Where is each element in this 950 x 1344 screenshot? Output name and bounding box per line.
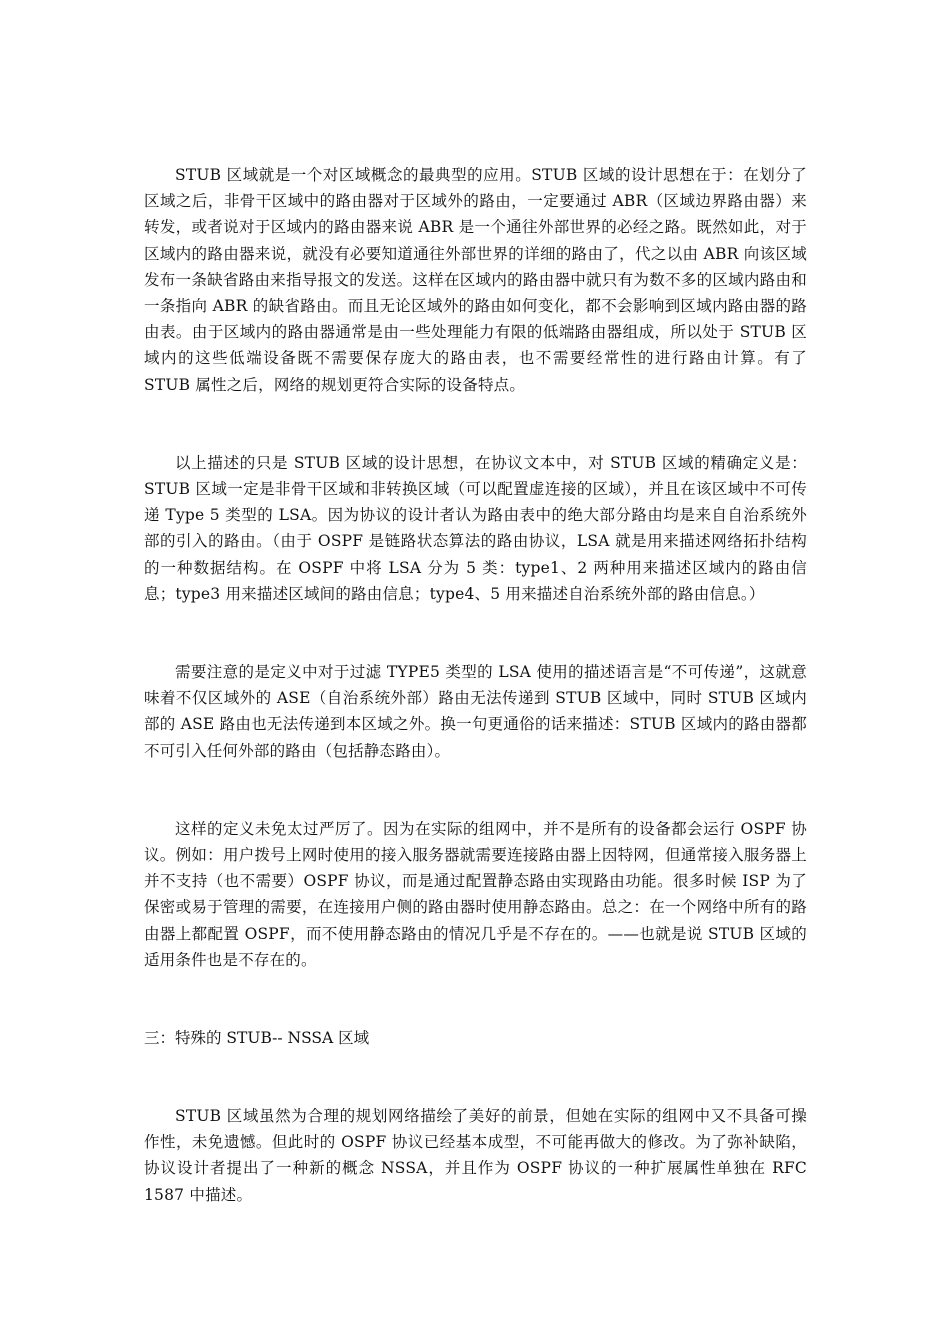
paragraph-nssa-intro: STUB 区域虽然为合理的规划网络描绘了美好的前景，但她在实际的组网中又不具备可操作性，未免遗憾。但此时的 OSPF 协议已经基本成型，不可能再做大的修改。为了弥补缺陷，协议设计者提出了一种新的概念 NSSA，并且作为 OSPF 协议的一种扩展属性单独在 RFC 1587 中描述。 (144, 1107, 807, 1204)
paragraph-spacer (144, 1051, 807, 1103)
paragraph-stub-concept: STUB 区域就是一个对区域概念的最典型的应用。STUB 区域的设计思想在于：在划分了区域之后，非骨干区域中的路由器对于区域外的路由，一定要通过 ABR（区域边界路由器）来转发，或者说对于区域内的路由器来说 ABR 是一个通往外部世界的必经之路。既然如此，对于区域内的路由器来说，就没有必要知道通往外部世界的详细的路由了，代之以由 ABR 向该区域发布一条缺省路由来指导报文的发送。这样在区域内的路由器中就只有为数不多的区域内路由和一条指向 ABR 的缺省路由。而且无论区域外的路由如何变化，都不会影响到区域内路由器的路由表。由于区域内的路由器通常是由一些处理能力有限的低端路由器组成，所以处于 STUB 区域内的这些低端设备既不需要保存庞大的路由表，也不需要经常性的进行路由计算。有了 STUB 属性之后，网络的规划更符合实际的设备特点。 (144, 166, 807, 394)
paragraph-spacer (144, 607, 807, 659)
paragraph-spacer (144, 764, 807, 816)
document-page (144, 162, 807, 1208)
paragraph-type5-note: 需要注意的是定义中对于过滤 TYPE5 类型的 LSA 使用的描述语言是“不可传递”，这就意味着不仅区域外的 ASE（自治系统外部）路由无法传递到 STUB 区域中，同时 STUB 区域内部的 ASE 路由也无法传递到本区域之外。换一句更通俗的话来描述：STUB 区域内的路由器都不可引入任何外部的路由（包括静态路由）。 (144, 663, 807, 760)
paragraph-spacer (144, 398, 807, 450)
paragraph-spacer (144, 973, 807, 1025)
paragraph-strict-definition: 这样的定义未免太过严厉了。因为在实际的组网中，并不是所有的设备都会运行 OSPF 协议。例如：用户拨号上网时使用的接入服务器就需要连接路由器上因特网，但通常接入服务器上并不支持（也不需要）OSPF 协议，而是通过配置静态路由实现路由功能。很多时候 ISP 为了保密或易于管理的需要，在连接用户侧的路由器时使用静态路由。总之：在一个网络中所有的路由器上都配置 OSPF，而不使用静态路由的情况几乎是不存在的。——也就是说 STUB 区域的适用条件也是不存在的。 (144, 819, 807, 969)
section-heading-nssa: 三：特殊的 STUB-- NSSA 区域 (144, 1029, 370, 1048)
paragraph-stub-definition: 以上描述的只是 STUB 区域的设计思想，在协议文本中，对 STUB 区域的精确定义是：STUB 区域一定是非骨干区域和非转换区域（可以配置虚连接的区域），并且在该区域中不可传递 Type 5 类型的 LSA。因为协议的设计者认为路由表中的绝大部分路由均是来自自治系统外部的引入的路由。（由于 OSPF 是链路状态算法的路由协议，LSA 就是用来描述网络拓扑结构的一种数据结构。在 OSPF 中将 LSA 分为 5 类：type1、2 两种用来描述区域内的路由信息；type3 用来描述区域间的路由信息；type4、5 用来描述自治系统外部的路由信息。） (144, 453, 807, 603)
